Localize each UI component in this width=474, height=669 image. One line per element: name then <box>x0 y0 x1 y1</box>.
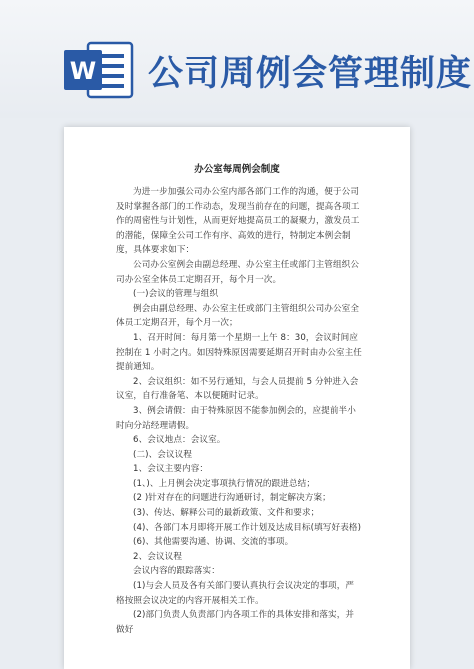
paragraph: 2、会议议程 <box>133 551 183 562</box>
list-item: (1)与会人员及各有关部门要认真执行会议决定的事项，严格按照会议决定的内容开展相关工作。 <box>116 581 355 606</box>
list-item: (6)、其他需要沟通、协调、交流的事项。 <box>133 537 294 548</box>
document-title: 办公室每周例会制度 <box>194 164 280 175</box>
banner <box>0 0 474 118</box>
paragraph: 公司办公室例会由副总经理、办公室主任或部门主管组织公司办公室全体员工定期召开，每个月一次。 <box>116 259 360 285</box>
word-logo-letter: W <box>69 57 97 85</box>
word-document-icon <box>62 40 134 100</box>
list-item: (4)、各部门本月即将开展工作计划及达成目标(填写好表格) <box>133 522 362 533</box>
list-item: (3)、传达、解释公司的最新政策、文件和要求； <box>133 508 320 519</box>
list-item: (2 )针对存在的问题进行沟通研讨，制定解决方案； <box>133 493 331 504</box>
section-heading: (一)会议的管理与组织 <box>133 289 219 300</box>
list-item: (2)部门负责人负责部门内各项工作的具体安排和落实，并做好 <box>116 610 355 635</box>
document-page <box>64 127 410 669</box>
document-body <box>116 185 362 637</box>
paragraph: 6、会议地点：会议室。 <box>133 435 226 446</box>
banner-title: 公司周例会管理制度 <box>148 54 473 94</box>
section-heading: (二)、会议议程 <box>133 449 193 460</box>
paragraph: 1、召开时间：每月第一个星期一上午 8：30，会议时间应控制在 1 小时之内。如因特殊原因需要延期召开时由办公室主任提前通知。 <box>116 332 362 373</box>
paragraph: 2、会议组织：如不另行通知，与会人员提前 5 分钟进入会议室，自行准备笔、本以便随时记录。 <box>116 376 359 402</box>
paragraph: 会议内容的跟踪落实： <box>133 566 220 577</box>
paragraph: 3、例会请假：由于特殊原因不能参加例会的，应提前半小时向分站经理请假。 <box>116 405 356 431</box>
list-item: (1、)、上月例会决定事项执行情况的跟进总结； <box>133 478 316 489</box>
paragraph: 为进一步加强公司办公室内部各部门工作的沟通，便于公司及时掌握各部门的工作动态，发现当前存在的问题，提高各项工作的周密性与计划性，从而更好地提高员工的凝聚力，激发员工的潜能，保障全公司工作有序、高效的进行，特制定本例会制度，具体要求如下： <box>116 187 360 256</box>
paragraph: 1、会议主要内容： <box>133 464 209 475</box>
paragraph: 例会由副总经理、办公室主任或部门主管组织公司办公室全体员工定期召开，每个月一次； <box>116 303 360 329</box>
